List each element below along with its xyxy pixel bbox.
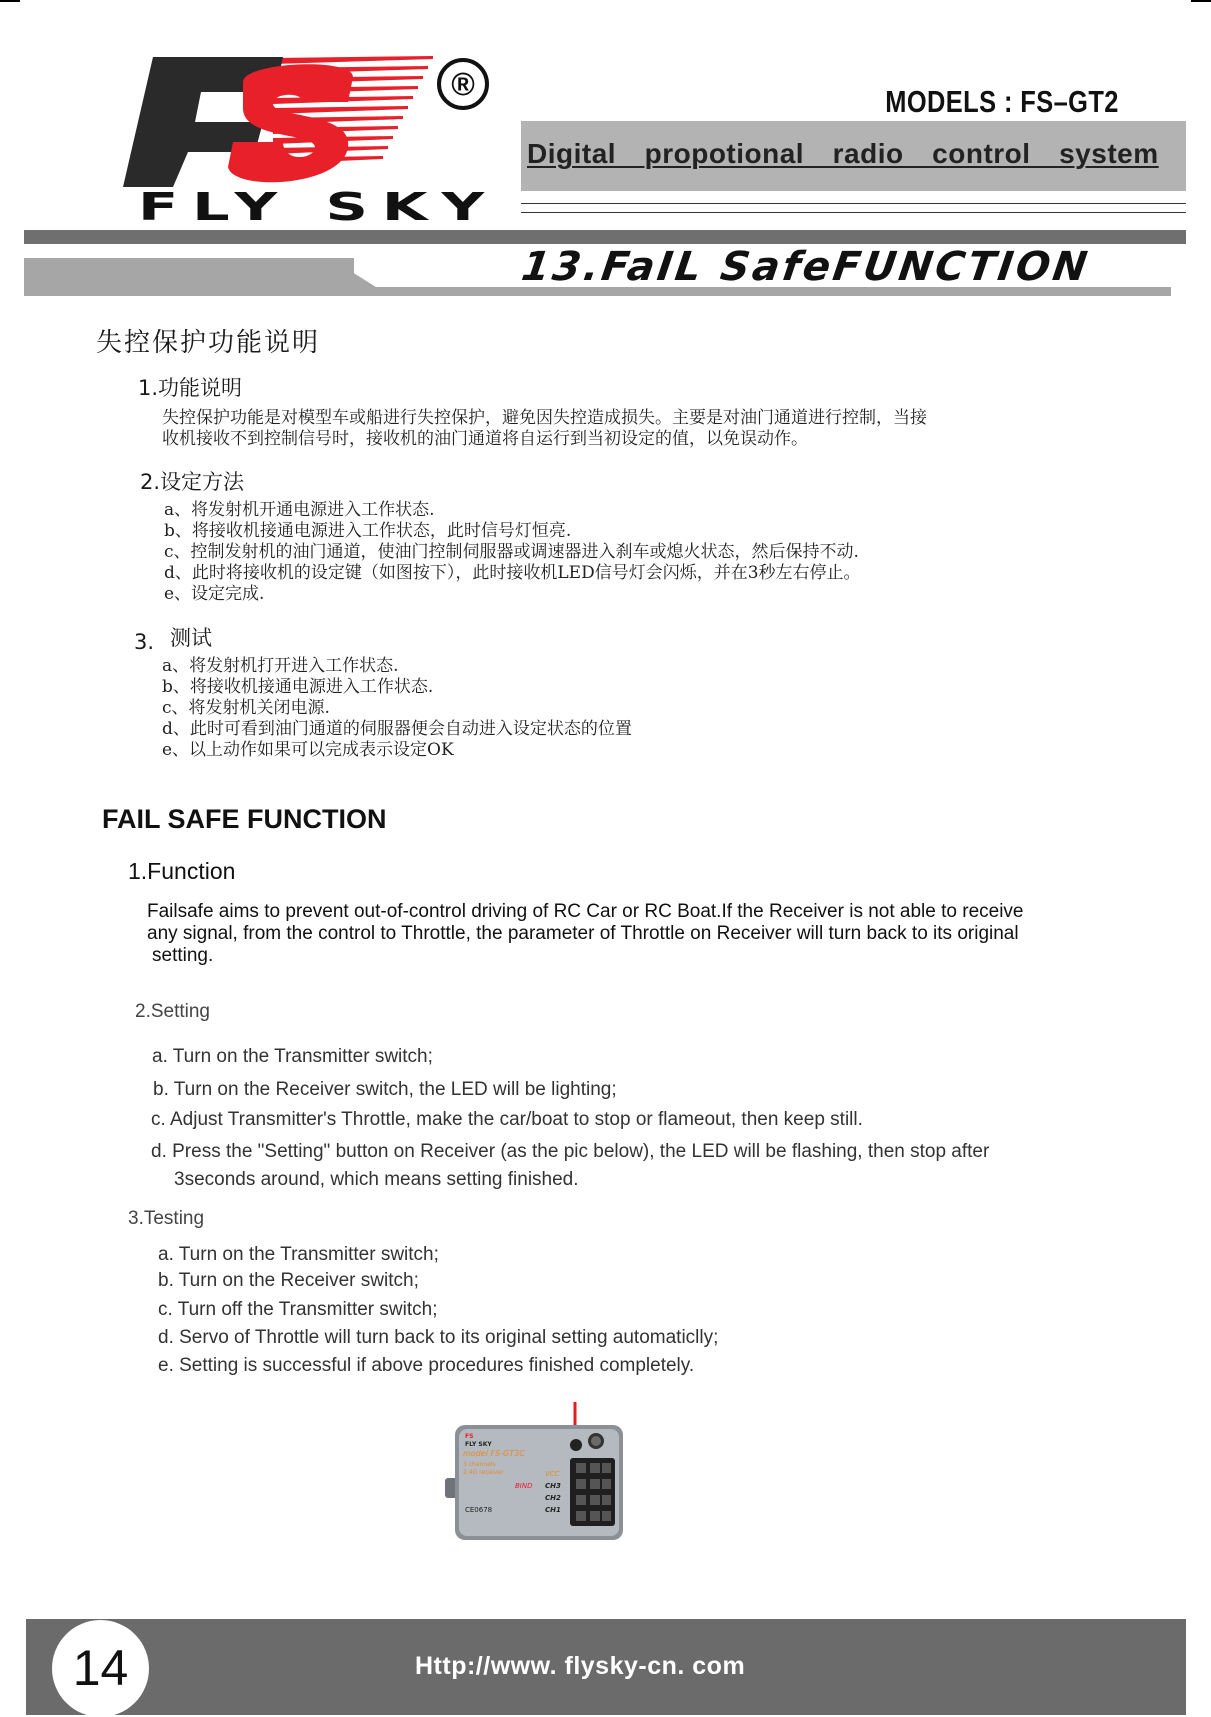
receiver-model: model FS-GT3C (463, 1449, 525, 1458)
header-rule (24, 230, 1186, 244)
section-title: 13.FaIL SafeFUNCTION (518, 244, 1093, 290)
en-setting-heading: 2.Setting (135, 1001, 210, 1022)
cn-setting-step: a、将发射机开通电源进入工作状态. (164, 500, 435, 520)
cn-testing-number: 3. (134, 630, 155, 654)
receiver-ch3: CH3 (545, 1482, 561, 1490)
cn-setting-step: c、控制发射机的油门通道，使油门控制伺服器或调速器进入刹车或熄火状态，然后保持不动. (164, 542, 859, 562)
cn-testing-step: d、此时可看到油门通道的伺服器便会自动进入设定状态的位置 (162, 719, 632, 739)
en-testing-step: b. Turn on the Receiver switch; (158, 1270, 419, 1291)
receiver-photo (445, 1400, 628, 1545)
receiver-bind: BIND (515, 1482, 533, 1490)
receiver-vcc: VCC (545, 1470, 560, 1478)
cn-testing-heading: 测试 (170, 626, 212, 650)
cn-setting-step: d、此时将接收机的设定键（如图按下），此时接收机LED信号灯会闪烁，并在3秒左右停止。 (164, 563, 861, 583)
en-title: FAIL SAFE FUNCTION (102, 804, 387, 834)
en-testing-heading: 3.Testing (128, 1208, 205, 1229)
receiver-line2: 2.4G receiver (463, 1469, 504, 1476)
cn-testing-step: b、将接收机接通电源进入工作状态. (162, 677, 434, 697)
en-function-text-1: Failsafe aims to prevent out-of-control driving of RC Car or RC Boat.If the Receiver is not able to receive (147, 901, 1024, 922)
header-rule-box (521, 203, 1186, 213)
cn-function-text-1: 失控保护功能是对模型车或船进行失控保护，避免因失控造成损失。主要是对油门通道进行控制，当接 (162, 408, 927, 428)
receiver-cert: CE0678 (465, 1506, 493, 1514)
receiver-brand: FLY SKY (465, 1441, 492, 1448)
crop-mark-left (0, 0, 20, 2)
cn-testing-step: c、将发射机关闭电源. (162, 698, 330, 718)
en-testing-step: c. Turn off the Transmitter switch; (158, 1299, 438, 1320)
en-setting-step: a. Turn on the Transmitter switch; (152, 1046, 433, 1067)
en-setting-step: 3seconds around, which means setting finished. (174, 1169, 579, 1190)
page-number: 14 (52, 1620, 149, 1717)
en-setting-step: d. Press the "Setting" button on Receiver (as the pic below), the LED will be flashing, then stop after (151, 1141, 990, 1162)
crop-mark-right (1191, 0, 1211, 2)
en-setting-step: c. Adjust Transmitter's Throttle, make the car/boat to stop or flameout, then keep still. (151, 1109, 863, 1130)
models-label: MODELS : FS–GT2 (885, 84, 1119, 119)
en-testing-step: a. Turn on the Transmitter switch; (158, 1244, 439, 1265)
svg-text:FS: FS (465, 1433, 474, 1440)
cn-setting-heading: 2.设定方法 (140, 470, 245, 494)
receiver-ch1: CH1 (545, 1506, 561, 1514)
subtitle: Digital propotional radio control system (527, 138, 1159, 169)
registered-mark: ® (437, 58, 489, 110)
receiver-ch2: CH2 (545, 1494, 561, 1502)
cn-function-heading: 1.功能说明 (138, 376, 243, 400)
cn-function-text-2: 收机接收不到控制信号时，接收机的油门通道将自运行到当初设定的值，以免误动作。 (162, 429, 808, 449)
receiver-line1: 3 channels (463, 1461, 496, 1468)
cn-setting-step: b、将接收机接通电源进入工作状态，此时信号灯恒亮. (164, 521, 572, 541)
en-testing-step: d. Servo of Throttle will turn back to its original setting automaticlly; (158, 1327, 719, 1348)
cn-testing-step: e、以上动作如果可以完成表示设定OK (162, 740, 454, 760)
en-setting-step: b. Turn on the Receiver switch, the LED will be lighting; (153, 1079, 617, 1100)
cn-setting-step: e、设定完成. (164, 584, 265, 604)
en-function-heading: 1.Function (128, 858, 236, 884)
logo-wordmark: FLY SKY (138, 185, 499, 229)
en-function-text-2: any signal, from the control to Throttle, the parameter of Throttle on Receiver will turn back to its original (147, 923, 1019, 944)
footer-url[interactable]: Http://www. flysky-cn. com (415, 1652, 746, 1680)
en-function-text-3: setting. (152, 945, 214, 966)
cn-title: 失控保护功能说明 (96, 328, 321, 358)
en-testing-step: e. Setting is successful if above procedures finished completely. (158, 1355, 695, 1376)
cn-testing-step: a、将发射机打开进入工作状态. (162, 656, 399, 676)
